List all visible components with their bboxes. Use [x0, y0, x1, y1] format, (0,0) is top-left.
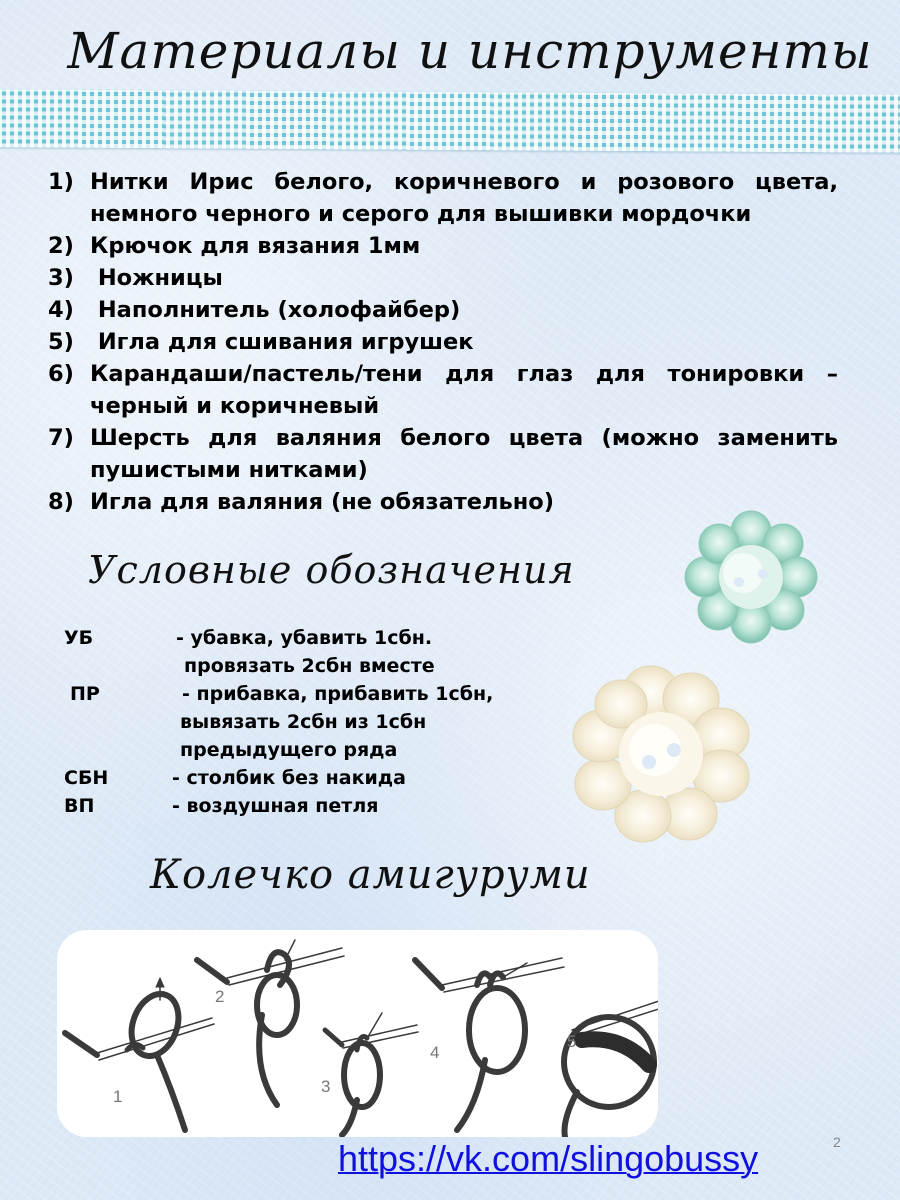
green-flower-button-icon [678, 510, 824, 644]
magic-ring-diagram [57, 930, 658, 1137]
step-number: 3 [321, 1077, 331, 1096]
step-number: 4 [430, 1043, 440, 1062]
item-text: Шерсть для валяния белого цвета (можно заменить пушистыми нитками) [90, 425, 838, 483]
item-number: 6) [48, 361, 74, 387]
legend-row-pr [64, 680, 564, 708]
page-title: Материалы и инструменты [67, 22, 873, 80]
legend-row-cont [64, 736, 564, 764]
item-number: 3) [48, 265, 74, 291]
list-item [48, 230, 838, 262]
crochet-steps-illustration [57, 930, 658, 1137]
list-item [48, 166, 838, 230]
legend-row-cont [64, 708, 564, 736]
step-number: 5 [567, 1032, 577, 1051]
legend-desc: предыдущего ряда [180, 739, 398, 761]
legend-row-ub [64, 624, 564, 652]
item-number: 7) [48, 425, 74, 451]
step-number: 2 [215, 987, 225, 1006]
item-number: 1) [48, 169, 74, 195]
page-number: 2 [833, 1134, 841, 1150]
legend-abbr: ВП [64, 795, 95, 817]
item-number: 2) [48, 233, 74, 259]
item-text: Нитки Ирис белого, коричневого и розового цвета, немного черного и серого для вышивки мордочки [90, 169, 838, 227]
legend-table [64, 624, 564, 820]
item-text: Ножницы [90, 265, 223, 291]
legend-desc: вывязать 2сбн из 1сбн [180, 711, 427, 733]
legend-desc: - убавка, убавить 1сбн. [176, 627, 433, 649]
legend-row-vp [64, 792, 564, 820]
legend-abbr: ПР [70, 683, 100, 705]
item-text: Карандаши/пастель/тени для глаз для тонировки – черный и коричневый [90, 361, 838, 419]
legend-abbr: СБН [64, 767, 109, 789]
item-text: Игла для сшивания игрушек [90, 329, 474, 355]
vk-link[interactable]: https://vk.com/slingobussy [338, 1138, 759, 1179]
list-item [48, 358, 838, 422]
item-text: Крючок для вязания 1мм [90, 233, 421, 259]
item-number: 4) [48, 297, 74, 323]
legend-desc: - столбик без накида [172, 767, 406, 789]
legend-title: Условные обозначения [88, 548, 575, 592]
legend-desc: - прибавка, прибавить 1сбн, [182, 683, 494, 705]
gingham-ribbon-divider [0, 89, 900, 153]
item-number: 5) [48, 329, 74, 355]
cream-flower-button-icon [568, 664, 754, 844]
legend-desc: - воздушная петля [172, 795, 379, 817]
list-item [48, 422, 838, 486]
legend-abbr: УБ [64, 627, 94, 649]
item-text: Наполнитель (холофайбер) [90, 297, 461, 323]
ring-title: Колечко амигуруми [150, 852, 591, 898]
materials-list [48, 166, 838, 518]
item-number: 8) [48, 489, 74, 515]
list-item [48, 294, 838, 326]
list-item [48, 326, 838, 358]
legend-desc: провязать 2сбн вместе [184, 655, 435, 677]
step-number: 1 [113, 1087, 123, 1106]
legend-row-cont [64, 652, 564, 680]
list-item [48, 262, 838, 294]
item-text: Игла для валяния (не обязательно) [90, 489, 555, 515]
legend-row-sbn [64, 764, 564, 792]
